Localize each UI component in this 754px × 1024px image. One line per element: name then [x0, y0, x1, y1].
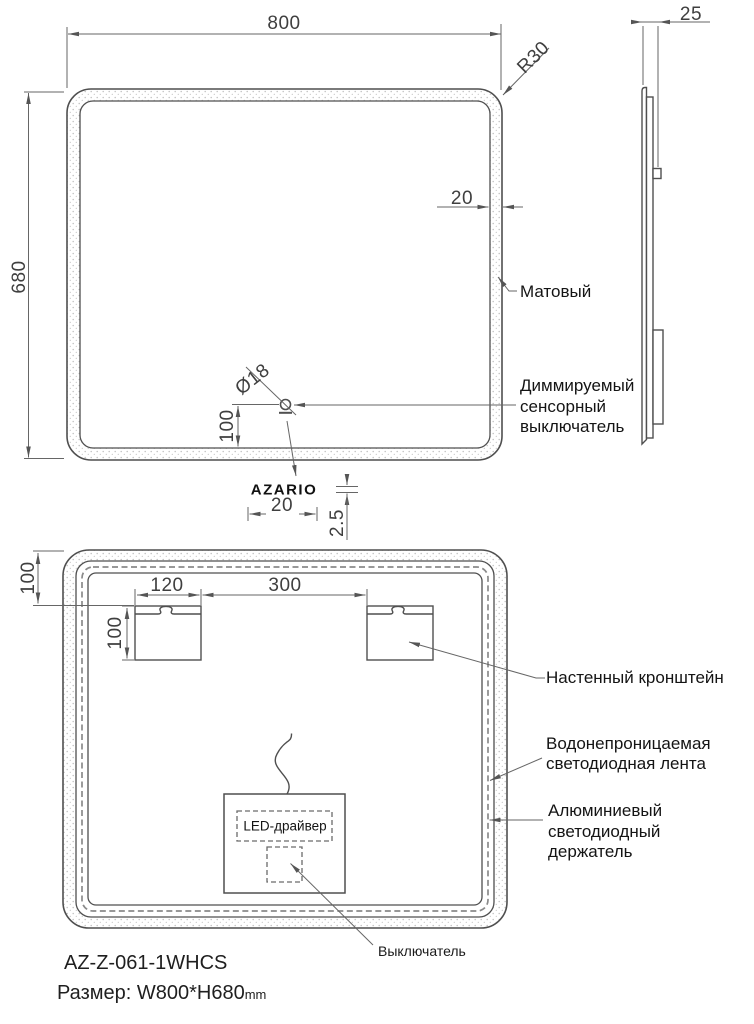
size-value: Размер: W800*H680: [57, 982, 245, 1004]
label-dimmer-switch-line3: выключатель: [520, 417, 625, 436]
dim-width-800: 800: [267, 13, 301, 34]
label-dimmer-switch: [520, 376, 634, 438]
back-view: [63, 550, 507, 928]
dim-switch-diameter: Ø18: [231, 359, 274, 400]
azario-logo: AZARIO: [250, 481, 318, 499]
side-backing-panel: [647, 97, 654, 438]
label-matte: Матовый: [520, 282, 592, 301]
back-view-dimensions: [33, 551, 545, 945]
label-switch: Выключатель: [378, 943, 466, 959]
label-led-strip: [546, 734, 711, 773]
label-led-strip-line1: Водонепроницаемая: [546, 734, 711, 753]
switch-dashed-box: [267, 847, 302, 882]
dim-bracket-width-120: 120: [150, 575, 184, 596]
dim-height-680: 680: [9, 260, 30, 294]
back-frame-band: [63, 550, 507, 928]
dim-bracket-height-100: 100: [105, 616, 126, 650]
side-driver-box: [653, 330, 663, 424]
back-outer-outline: [63, 550, 507, 928]
dim-bracket-gap-300: 300: [268, 575, 302, 596]
label-dimmer-switch-line2: сенсорный: [520, 396, 607, 416]
label-dimmer-switch-line1: Диммируемый: [520, 376, 635, 395]
label-led-holder: [548, 801, 662, 863]
dim-logo-width-20: 20: [270, 495, 294, 516]
label-led-strip-line2: светодиодная лента: [546, 753, 706, 773]
label-led-driver: LED-драйвер: [243, 818, 327, 834]
dim-corner-radius-r30: R30: [513, 37, 554, 78]
model-number: AZ-Z-061-1WHCS: [64, 952, 228, 974]
label-led-holder-line3: держатель: [548, 842, 633, 861]
label-wall-bracket: Настенный кронштейн: [546, 668, 724, 687]
dim-top-offset-100: 100: [18, 561, 39, 595]
dim-switch-offset-100: 100: [217, 409, 238, 443]
front-inner-outline: [80, 101, 490, 448]
wall-bracket-left: [135, 606, 201, 660]
size-unit: mm: [244, 987, 267, 1002]
dim-frame-width-20: 20: [450, 188, 474, 209]
side-view: [642, 88, 663, 445]
led-driver-box: [224, 734, 345, 894]
power-cable: [275, 734, 291, 795]
dim-depth-25: 25: [679, 4, 703, 25]
dim-strip-thickness-2-5: 2.5: [327, 509, 348, 537]
wall-bracket-right: [367, 606, 433, 660]
size-caption: [57, 982, 266, 1005]
label-led-holder-line1: Алюминиевый: [548, 801, 663, 820]
label-led-holder-line2: светодиодный: [548, 821, 661, 841]
side-bracket-hook: [653, 169, 661, 179]
